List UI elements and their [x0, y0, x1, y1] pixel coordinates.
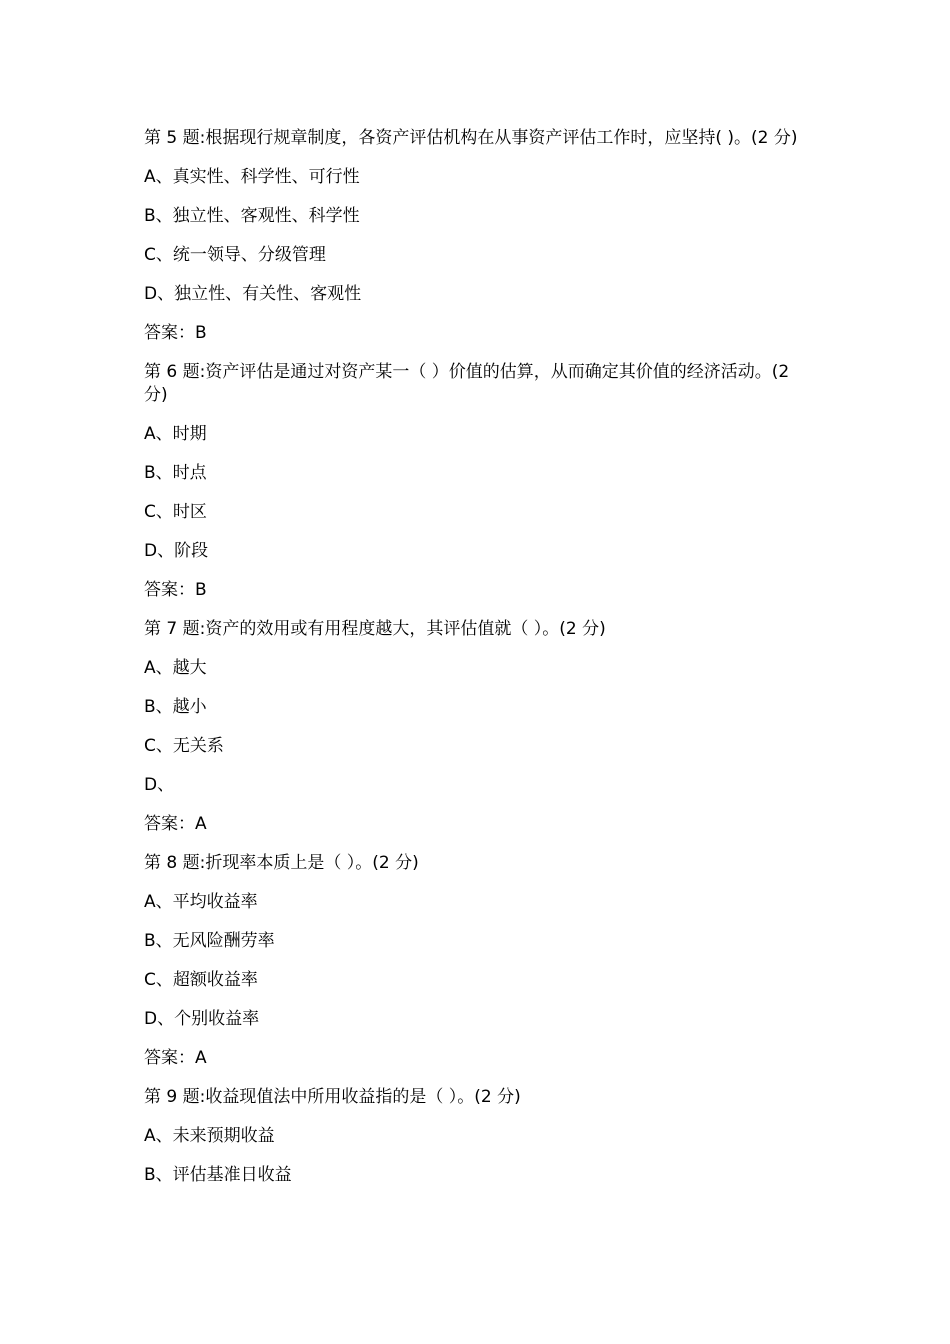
question-stem: 第 6 题:资产评估是通过对资产某一（ ）价值的估算，从而确定其价值的经济活动。(2 分)	[144, 362, 790, 405]
answer: 答案：A	[144, 814, 207, 834]
option-a: A、越大	[144, 658, 207, 678]
question-stem: 第 5 题:根据现行规章制度，各资产评估机构在从事资产评估工作时，应坚持( )。(2 分)	[144, 128, 798, 148]
question-6	[144, 361, 814, 602]
option-b: B、时点	[144, 463, 207, 483]
option-c: C、超额收益率	[144, 970, 258, 990]
answer: 答案：A	[144, 1048, 207, 1068]
option-b: B、独立性、客观性、科学性	[144, 206, 360, 226]
question-stem: 第 7 题:资产的效用或有用程度越大，其评估值就（ ）。(2 分)	[144, 619, 606, 639]
option-a: A、真实性、科学性、可行性	[144, 167, 360, 187]
option-a: A、未来预期收益	[144, 1126, 275, 1146]
option-b: B、越小	[144, 697, 207, 717]
question-8	[144, 852, 814, 1070]
option-a: A、平均收益率	[144, 892, 258, 912]
option-b: B、评估基准日收益	[144, 1165, 292, 1185]
option-c: C、时区	[144, 502, 207, 522]
option-a: A、时期	[144, 424, 207, 444]
option-c: C、统一领导、分级管理	[144, 245, 326, 265]
option-d: D、	[144, 775, 175, 795]
option-d: D、个别收益率	[144, 1009, 260, 1029]
question-stem: 第 9 题:收益现值法中所用收益指的是（ ）。(2 分)	[144, 1087, 521, 1107]
option-c: C、无关系	[144, 736, 224, 756]
question-7	[144, 618, 814, 836]
answer: 答案：B	[144, 580, 207, 600]
option-d: D、阶段	[144, 541, 209, 561]
question-5	[144, 127, 814, 345]
option-b: B、无风险酬劳率	[144, 931, 275, 951]
question-9	[144, 1086, 814, 1187]
option-d: D、独立性、有关性、客观性	[144, 284, 362, 304]
answer: 答案：B	[144, 323, 207, 343]
question-stem: 第 8 题:折现率本质上是（ ）。(2 分)	[144, 853, 419, 873]
question-list	[144, 127, 814, 1203]
